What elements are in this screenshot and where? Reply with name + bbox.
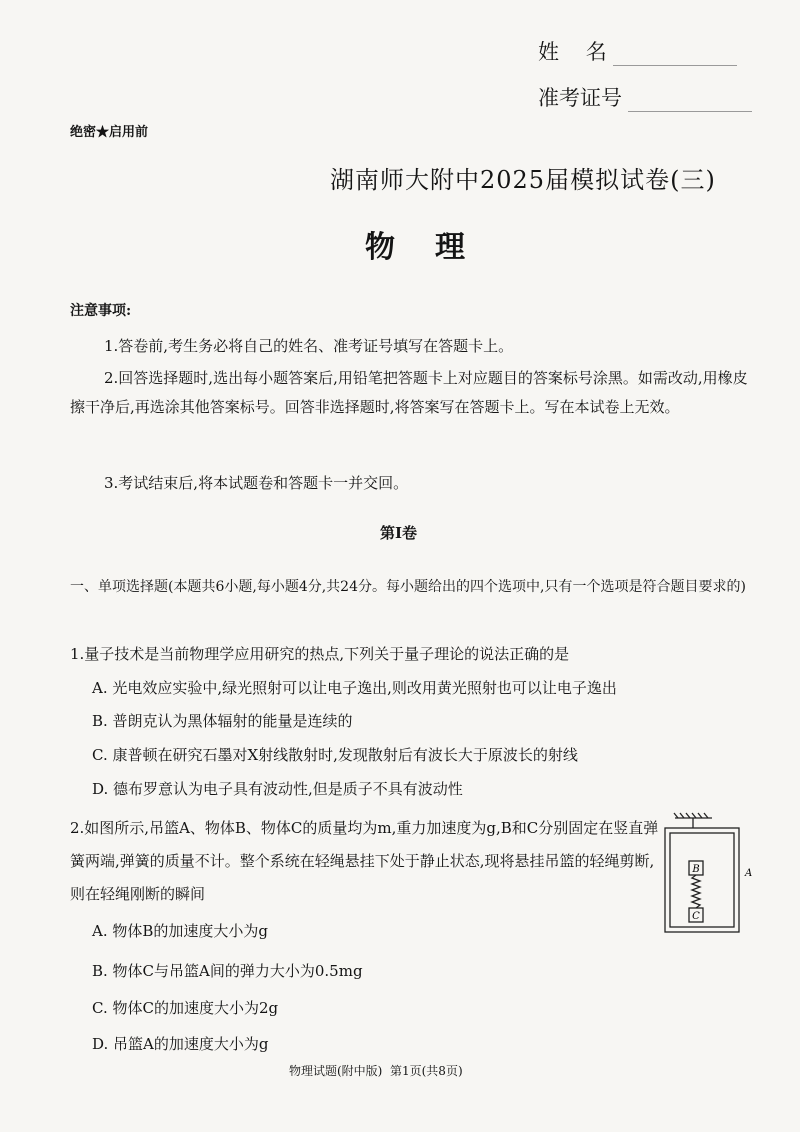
question-2-option-d: D. 吊篮A的加速度大小为g (92, 1035, 269, 1053)
name-label: 姓 名 (538, 40, 607, 64)
block-b-label: B (692, 864, 700, 875)
subject-title: 物理 (365, 230, 505, 265)
notice-item-1: 1.答卷前,考生务必将自己的姓名、准考证号填写在答题卡上。 (104, 337, 514, 355)
basket-a-label: A (745, 868, 753, 879)
exam-id-label: 准考证号 (538, 86, 622, 110)
basket-spring-figure (660, 812, 760, 940)
question-1-option-a: A. 光电效应实验中,绿光照射可以让电子逸出,则改用黄光照射也可以让电子逸出 (92, 679, 617, 697)
block-c-label: C (692, 911, 700, 922)
notice-item-3: 3.考试结束后,将本试题卷和答题卡一并交回。 (104, 474, 409, 492)
question-1-option-b: B. 普朗克认为黑体辐射的能量是连续的 (92, 712, 353, 730)
exam-id-field (538, 82, 752, 112)
question-1-option-d: D. 德布罗意认为电子具有波动性,但是质子不具有波动性 (92, 780, 463, 798)
volume-title: 第Ⅰ卷 (380, 524, 418, 542)
name-blank (613, 45, 737, 66)
question-1-stem: 1.量子技术是当前物理学应用研究的热点,下列关于量子理论的说法正确的是 (70, 645, 570, 663)
paper-title: 湖南师大附中2025届模拟试卷(三) (330, 166, 716, 194)
notice-title: 注意事项: (70, 303, 132, 319)
question-1-option-c: C. 康普顿在研究石墨对X射线散射时,发现散射后有波长大于原波长的射线 (92, 746, 578, 764)
page-footer: 物理试题(附中版) 第1页(共8页) (289, 1064, 463, 1078)
notice-item-2: 2.回答选择题时,选出每小题答案后,用铅笔把答题卡上对应题目的答案标号涂黑。如需改动,用橡皮擦干净后,再选涂其他答案标号。回答非选择题时,将答案写在答题卡上。写在本试卷上无效。 (70, 369, 748, 416)
exam-id-blank (628, 91, 752, 112)
question-2-option-a: A. 物体B的加速度大小为g (92, 922, 268, 940)
section-heading: 一、单项选择题(本题共6小题,每小题4分,共24分。每小题给出的四个选项中,只有一个选项是符合题目要求的) (70, 579, 746, 595)
question-2-stem: 2.如图所示,吊篮A、物体B、物体C的质量均为m,重力加速度为g,B和C分别固定在竖直弹簧两端,弹簧的质量不计。整个系统在轻绳悬挂下处于静止状态,现将悬挂吊篮的轻绳剪断,则在轻绳刚断的瞬间 (70, 819, 659, 903)
basket-spring-diagram (660, 812, 760, 936)
question-2-option-c: C. 物体C的加速度大小为2g (92, 999, 279, 1017)
spring (692, 875, 700, 908)
basket-inner (670, 833, 734, 927)
basket-outer (665, 828, 739, 932)
secret-label: 绝密★启用前 (70, 125, 149, 140)
name-field (538, 36, 737, 66)
question-2-option-b: B. 物体C与吊篮A间的弹力大小为0.5mg (92, 962, 363, 980)
